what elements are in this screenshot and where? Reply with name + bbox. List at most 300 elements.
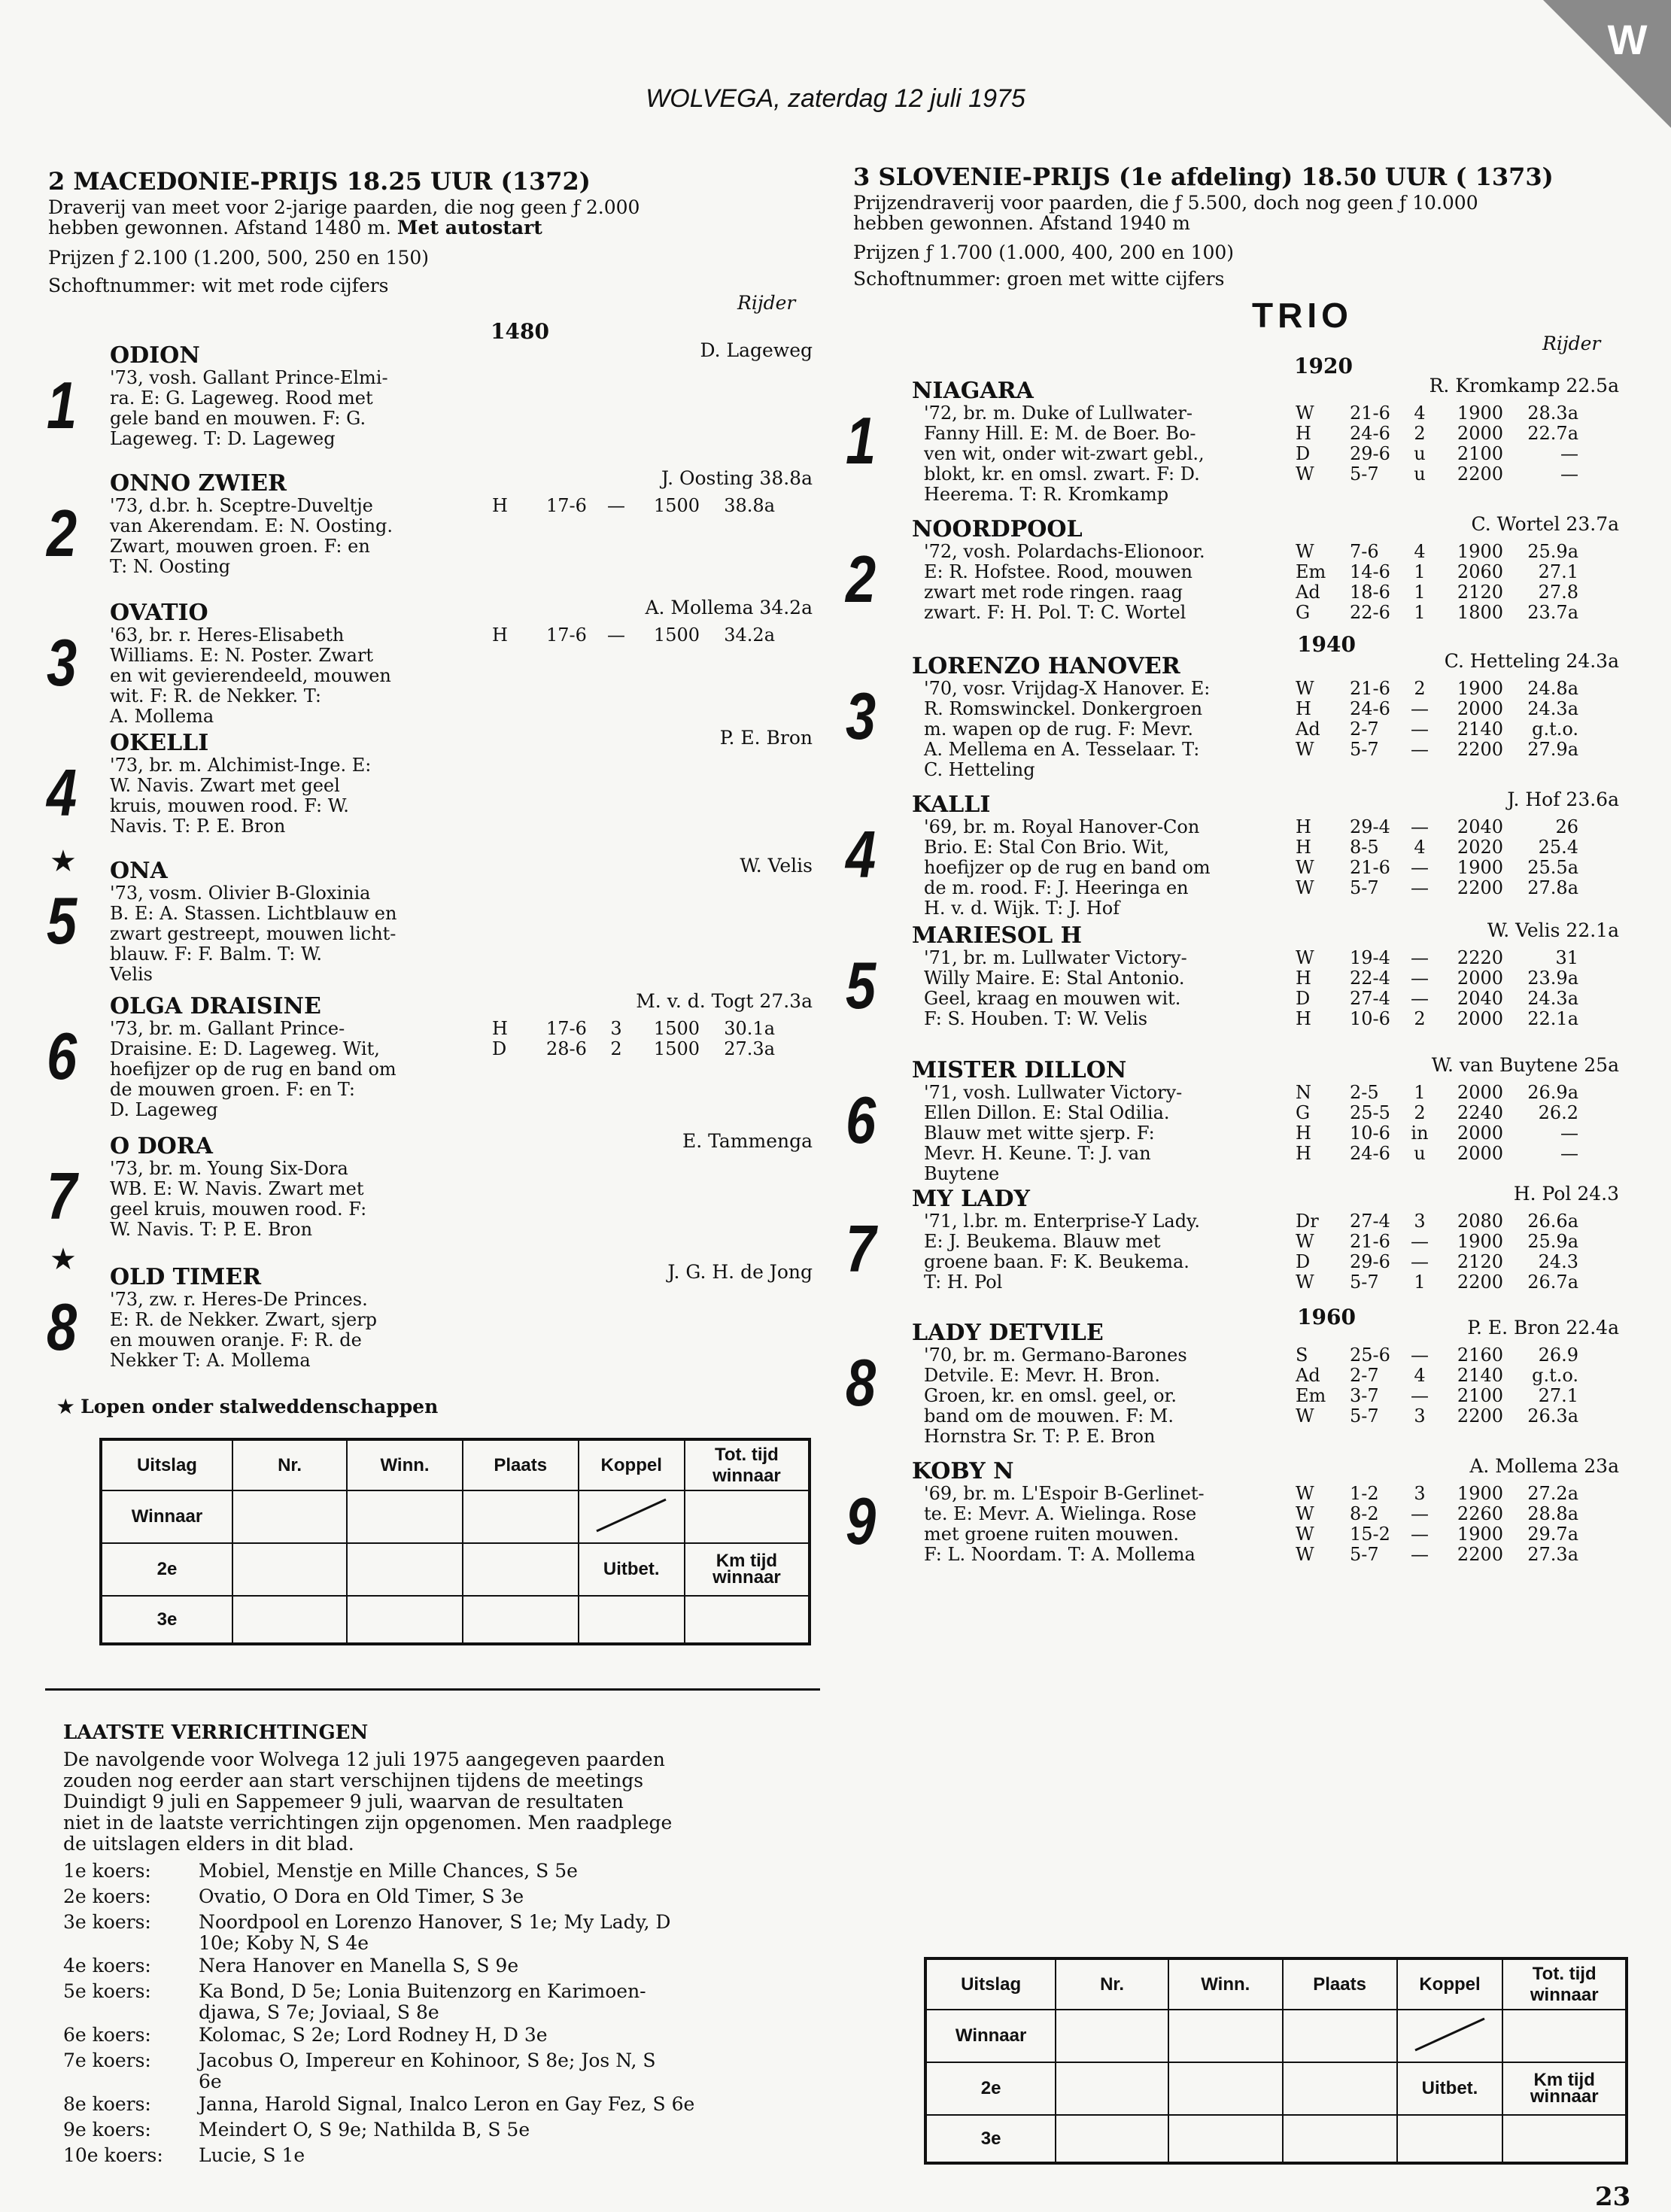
race3-description-line: Heerema. T: R. Kromkamp: [924, 484, 1169, 505]
form-track: H: [1296, 423, 1311, 444]
form-distance: 2200: [1457, 1544, 1503, 1565]
koers-text: [199, 2145, 891, 2166]
form-time: 25.9a: [1527, 541, 1578, 562]
form-track: Ad: [1296, 582, 1320, 603]
form-distance: 2040: [1457, 988, 1503, 1009]
race3-number: 5: [846, 948, 877, 1022]
race3-form-row: [1296, 948, 1578, 968]
race3-description-line: Geel, kraag en mouwen wit.: [924, 988, 1181, 1009]
form-time: 24.8a: [1527, 678, 1578, 699]
form-date: 3-7: [1350, 1385, 1379, 1406]
form-place: 4: [1414, 403, 1426, 424]
race2-description-line: Velis: [110, 964, 153, 985]
race2-footnote: ★ Lopen onder stalweddenschappen: [57, 1396, 439, 1417]
form-time: g.t.o.: [1532, 1365, 1578, 1386]
race3-horse-name: KOBY N: [912, 1458, 1014, 1484]
laatste-intro-line: De navolgende voor Wolvega 12 juli 1975 aangegeven paarden: [63, 1749, 665, 1770]
table-cell: [1502, 2115, 1627, 2163]
form-place: —: [1411, 1251, 1429, 1272]
table-cell: [1283, 2062, 1397, 2115]
form-time: —: [1560, 463, 1578, 485]
race3-rider: A. Mollema 23a: [1469, 1455, 1619, 1477]
race2-description-line: WB. E: W. Navis. Zwart met: [110, 1178, 364, 1199]
race3-description-line: Groen, kr. en omsl. geel, or.: [924, 1385, 1177, 1406]
race3-description-line: '71, l.br. m. Enterprise-Y Lady.: [924, 1211, 1201, 1232]
table-cell: [685, 1490, 810, 1543]
form-place: 1: [1414, 1082, 1426, 1103]
race2-rider: M. v. d. Togt 27.3a: [636, 990, 813, 1012]
race2-description-line: geel kruis, mouwen rood. F:: [110, 1199, 367, 1220]
koers-label: 5e koers:: [63, 1980, 151, 2002]
race2-description-line: Williams. E: N. Poster. Zwart: [110, 645, 374, 666]
form-date: 8-5: [1350, 837, 1379, 858]
list-item: [63, 2094, 846, 2115]
table-cell: [685, 1596, 810, 1644]
race3-description-line: zwart met rode ringen. raag: [924, 582, 1183, 603]
table-row: [925, 2010, 1627, 2062]
form-date: 17-6: [546, 624, 587, 646]
form-distance: 2200: [1457, 877, 1503, 898]
form-distance: 2060: [1457, 561, 1503, 582]
form-time: —: [1560, 443, 1578, 464]
koers-text-line: 10e; Koby N, S 4e: [199, 1932, 369, 1954]
form-date: 5-7: [1350, 877, 1379, 898]
race3-rider: J. Hof 23.6a: [1507, 788, 1619, 810]
table-cell: [579, 1596, 685, 1644]
form-place: —: [1411, 1385, 1429, 1406]
koppel-slash-cell: [579, 1490, 685, 1543]
race2-number: 6: [47, 1019, 77, 1093]
table-cell: [463, 1543, 579, 1596]
form-time: —: [1560, 1143, 1578, 1164]
race2-description-line: wit. F: R. de Nekker. T:: [110, 685, 321, 706]
race2-horse-name: O DORA: [110, 1133, 213, 1159]
koers-text-line: Lucie, S 1e: [199, 2144, 305, 2166]
form-distance: 1900: [1457, 541, 1503, 562]
form-date: 14-6: [1350, 561, 1390, 582]
form-place: 2: [1414, 678, 1426, 699]
form-place: —: [1411, 1503, 1429, 1524]
race3-form-row: [1296, 1386, 1578, 1406]
race3-description-line: band om de mouwen. F: M.: [924, 1405, 1174, 1427]
koers-text: [199, 2025, 891, 2046]
race2-horse-name: ONNO ZWIER: [110, 470, 287, 497]
list-item: [63, 2145, 846, 2166]
race3-description-line: te. E: Mevr. A. Wielinga. Rose: [924, 1503, 1197, 1524]
race3-number: 1: [846, 403, 877, 478]
koers-text-line: Kolomac, S 2e; Lord Rodney H, D 3e: [199, 2024, 548, 2046]
race3-description-line: E: J. Beukema. Blauw met: [924, 1231, 1161, 1252]
form-track: W: [1296, 739, 1314, 760]
table-cell: [1397, 2115, 1503, 2163]
koers-text-line: Jacobus O, Impereur en Kohinoor, S 8e; Jos N, S: [199, 2049, 656, 2071]
race2-horse-name: OKELLI: [110, 730, 209, 756]
form-track: H: [492, 1018, 508, 1039]
race3-form-row: [1296, 1504, 1578, 1524]
race3-rijder-header: Rijder: [1542, 333, 1601, 354]
form-track: H: [1296, 1143, 1311, 1164]
form-date: 25-5: [1350, 1102, 1390, 1123]
form-time: 34.2a: [724, 624, 775, 646]
corner-tab-shape: [1543, 0, 1671, 128]
form-date: 15-2: [1350, 1524, 1390, 1545]
race2-desc-2a: hebben gewonnen. Afstand 1480 m.: [48, 217, 397, 239]
form-time: 27.3a: [724, 1038, 775, 1059]
race3-title: 3 SLOVENIE-PRIJS (1e afdeling) 18.50 UUR ( 1373): [853, 163, 1554, 191]
form-time: 25.5a: [1527, 857, 1578, 878]
form-track: D: [492, 1038, 507, 1059]
form-time: 28.8a: [1527, 1503, 1578, 1524]
table-cell: [463, 1490, 579, 1543]
race3-description-line: Brio. E: Stal Con Brio. Wit,: [924, 837, 1170, 858]
form-track: W: [1296, 678, 1314, 699]
form-place: 1: [1414, 582, 1426, 603]
koers-text-line: djawa, S 7e; Joviaal, S 8e: [199, 2001, 439, 2023]
race2-description-line: en mouwen oranje. F: R. de: [110, 1329, 362, 1351]
form-place: —: [1411, 968, 1429, 989]
form-date: 21-6: [1350, 857, 1390, 878]
form-time: —: [1560, 1123, 1578, 1144]
form-date: 1-2: [1350, 1483, 1379, 1504]
race3-form-row: [1296, 1406, 1578, 1427]
race3-form-row: [1296, 603, 1578, 623]
race2-horse-name: ONA: [110, 858, 168, 884]
laatste-intro-line: de uitslagen elders in dit blad.: [63, 1833, 354, 1855]
form-place: —: [1411, 739, 1429, 760]
form-track: W: [1296, 947, 1314, 968]
form-date: 29-6: [1350, 443, 1390, 464]
form-time: 25.4: [1538, 837, 1578, 858]
race3-horse-name: NOORDPOOL: [912, 516, 1083, 542]
slash-mark: [586, 1493, 676, 1536]
race2-rider: J. G. H. de Jong: [667, 1261, 813, 1283]
form-time: 27.1: [1538, 561, 1578, 582]
table-cell: [1056, 2115, 1168, 2163]
list-item: [63, 1955, 846, 1977]
race3-description-line: Detvile. E: Mevr. H. Bron.: [924, 1365, 1160, 1386]
uitbet-cell: Uitbet.: [1397, 2062, 1503, 2115]
form-distance: 2200: [1457, 1272, 1503, 1293]
race3-description-line: hoefijzer op de rug en band om: [924, 857, 1211, 878]
race3-form-row: [1296, 1123, 1578, 1144]
race3-description-line: Ellen Dillon. E: Stal Odilia.: [924, 1102, 1170, 1123]
form-distance: 2020: [1457, 837, 1503, 858]
race3-form-row: [1296, 1144, 1578, 1164]
form-time: 24.3a: [1527, 698, 1578, 719]
race3-form-row: [1296, 1484, 1578, 1504]
form-time: 31: [1555, 947, 1578, 968]
form-date: 10-6: [1350, 1123, 1390, 1144]
form-date: 10-6: [1350, 1008, 1390, 1029]
form-date: 7-6: [1350, 541, 1379, 562]
table-header-cell: Plaats: [1283, 1958, 1397, 2010]
race3-number: 9: [846, 1484, 877, 1558]
form-place: —: [1411, 857, 1429, 878]
table-row-label: Winnaar: [925, 2010, 1056, 2062]
form-distance: 1500: [653, 624, 700, 646]
race2-description-line: hoefijzer op de rug en band om: [110, 1059, 396, 1080]
race2-star-icon: ★: [50, 844, 77, 879]
race3-number: 3: [846, 679, 877, 753]
form-place: —: [1411, 1231, 1429, 1252]
race3-form-row: [1296, 817, 1578, 837]
koers-text-line: Mobiel, Menstje en Mille Chances, S 5e: [199, 1860, 578, 1882]
race2-form-row: [492, 625, 775, 646]
form-place: —: [607, 624, 625, 646]
koers-text: [199, 2050, 891, 2092]
race2-description-line: B. E: A. Stassen. Lichtblauw en: [110, 903, 397, 924]
race3-form-row: [1296, 858, 1578, 878]
corner-tab: [1543, 0, 1671, 128]
table-row-label: 3e: [925, 2115, 1056, 2163]
table-header-cell: Winn.: [1168, 1958, 1283, 2010]
table-header-cell: Nr.: [1056, 1958, 1168, 2010]
form-date: 2-7: [1350, 719, 1379, 740]
table-row: [101, 1490, 810, 1543]
form-time: 28.3a: [1527, 403, 1578, 424]
form-date: 5-7: [1350, 739, 1379, 760]
form-track: W: [1296, 1503, 1314, 1524]
race3-rider: C. Wortel 23.7a: [1471, 513, 1619, 535]
race3-form-row: [1296, 989, 1578, 1009]
koers-text: [199, 1886, 891, 1907]
koers-label: 10e koers:: [63, 2144, 163, 2166]
form-distance: 1800: [1457, 602, 1503, 623]
form-track: G: [1296, 1102, 1311, 1123]
race3-description-line: '70, br. m. Germano-Barones: [924, 1345, 1187, 1366]
race3-form-row: [1296, 837, 1578, 858]
form-time: 24.3: [1538, 1251, 1578, 1272]
race3-number: 7: [846, 1211, 877, 1286]
race3-form-row: [1296, 1083, 1578, 1103]
form-date: 5-7: [1350, 1544, 1379, 1565]
slash-mark: [1405, 2013, 1495, 2055]
table-cell: [463, 1596, 579, 1644]
form-time: 30.1a: [724, 1018, 775, 1039]
race2-distance: 1480: [491, 319, 549, 344]
table-row: [925, 2115, 1627, 2163]
race3-description-line: Mevr. H. Keune. T: J. van: [924, 1143, 1151, 1164]
table-cell: [1283, 2010, 1397, 2062]
form-place: u: [1414, 443, 1426, 464]
table-header-cell: Nr.: [232, 1439, 347, 1490]
form-place: 2: [1414, 423, 1426, 444]
race3-form-row: [1296, 1232, 1578, 1252]
form-time: 27.9a: [1527, 739, 1578, 760]
race3-form-row: [1296, 424, 1578, 444]
form-track: Em: [1296, 561, 1326, 582]
table-row: [925, 2062, 1627, 2115]
race3-form-row: [1296, 1545, 1578, 1565]
table-cell: [232, 1490, 347, 1543]
koers-text-line: Nera Hanover en Manella S, S 9e: [199, 1955, 519, 1977]
form-track: H: [1296, 698, 1311, 719]
race2-description-line: zwart gestreept, mouwen licht-: [110, 923, 396, 944]
form-time: 27.2a: [1527, 1483, 1578, 1504]
race3-form-row: [1296, 1524, 1578, 1545]
form-distance: 1900: [1457, 678, 1503, 699]
laatste-intro-line: niet in de laatste verrichtingen zijn opgenomen. Men raadplege: [63, 1812, 673, 1834]
race3-description-line: ven wit, onder wit-zwart gebl.,: [924, 443, 1205, 464]
table-header-cell: Koppel: [579, 1439, 685, 1490]
race2-description-line: '73, br. m. Alchimist-Inge. E:: [110, 755, 372, 776]
table-header-cell: Winn.: [347, 1439, 463, 1490]
form-date: 5-7: [1350, 1272, 1379, 1293]
form-track: N: [1296, 1082, 1311, 1103]
race2-number: 2: [47, 496, 77, 570]
race2-description-line: D. Lageweg: [110, 1099, 218, 1120]
race3-description-line: C. Hetteling: [924, 759, 1035, 780]
race2-number: 7: [47, 1159, 77, 1233]
page-header: WOLVEGA, zaterdag 12 juli 1975: [646, 84, 1025, 113]
form-place: 2: [1414, 1008, 1426, 1029]
form-distance: 2120: [1457, 582, 1503, 603]
form-distance: 2140: [1457, 1365, 1503, 1386]
race2-horse-name: OLGA DRAISINE: [110, 993, 321, 1019]
race3-desc-1: Prijzendraverij voor paarden, die ƒ 5.500, doch nog geen ƒ 10.000: [853, 192, 1478, 214]
form-place: —: [1411, 1524, 1429, 1545]
result-table-race3: [924, 1957, 1628, 2165]
table-cell: [1168, 2115, 1283, 2163]
race3-form-row: [1296, 1366, 1578, 1386]
form-date: 2-5: [1350, 1082, 1379, 1103]
race3-form-row: [1296, 740, 1578, 760]
km-tijd-cell: Km tijd winnaar: [1502, 2062, 1627, 2115]
form-track: W: [1296, 1272, 1314, 1293]
race3-horse-name: MY LADY: [912, 1186, 1030, 1212]
form-track: H: [1296, 1008, 1311, 1029]
race3-form-row: [1296, 542, 1578, 562]
form-place: 4: [1414, 541, 1426, 562]
form-distance: 1900: [1457, 403, 1503, 424]
list-item: [63, 2119, 846, 2141]
form-distance: 2000: [1457, 968, 1503, 989]
form-place: 4: [1414, 1365, 1426, 1386]
form-date: 27-4: [1350, 988, 1390, 1009]
race3-description-line: '71, br. m. Lullwater Victory-: [924, 947, 1187, 968]
form-track: H: [1296, 816, 1311, 837]
race2-description-line: Nekker T: A. Mollema: [110, 1350, 311, 1371]
form-distance: 1900: [1457, 1483, 1503, 1504]
race3-number: 2: [846, 542, 877, 616]
race2-description-line: '73, br. m. Gallant Prince-: [110, 1018, 345, 1039]
result-table-race2: [99, 1438, 811, 1645]
form-time: 26: [1555, 816, 1578, 837]
form-place: 2: [610, 1038, 622, 1059]
race3-description-line: '69, br. m. L'Espoir B-Gerlinet-: [924, 1483, 1205, 1504]
form-place: 3: [1414, 1405, 1426, 1427]
race2-description-line: E: R. de Nekker. Zwart, sjerp: [110, 1309, 378, 1330]
form-track: H: [492, 624, 508, 646]
form-track: W: [1296, 877, 1314, 898]
laatste-title: LAATSTE VERRICHTINGEN: [63, 1721, 369, 1744]
form-place: 1: [1414, 602, 1426, 623]
list-item: [63, 1912, 846, 1954]
koers-text: [199, 1912, 891, 1954]
form-place: 1: [1414, 561, 1426, 582]
form-track: H: [1296, 1123, 1311, 1144]
race3-form-row: [1296, 562, 1578, 582]
form-track: W: [1296, 1483, 1314, 1504]
form-date: 29-6: [1350, 1251, 1390, 1272]
koers-text-line: Noordpool en Lorenzo Hanover, S 1e; My Lady, D: [199, 1911, 671, 1933]
race3-horse-name: KALLI: [912, 792, 991, 818]
section-divider: [45, 1688, 820, 1691]
race3-horse-name: LORENZO HANOVER: [912, 653, 1180, 679]
race2-desc-2: [48, 217, 542, 238]
form-date: 17-6: [546, 495, 587, 516]
uitbet-cell: Uitbet.: [579, 1543, 685, 1596]
form-track: W: [1296, 541, 1314, 562]
table-cell: [1168, 2062, 1283, 2115]
race3-form-row: [1296, 1211, 1578, 1232]
race2-star-icon: ★: [50, 1242, 77, 1277]
form-place: —: [1411, 877, 1429, 898]
form-date: 27-4: [1350, 1211, 1390, 1232]
form-place: —: [1411, 1345, 1429, 1366]
form-distance: 2000: [1457, 1143, 1503, 1164]
form-place: —: [1411, 698, 1429, 719]
form-place: in: [1411, 1123, 1429, 1144]
form-date: 22-6: [1350, 602, 1390, 623]
laatste-intro: [63, 1749, 672, 1855]
form-date: 2-7: [1350, 1365, 1379, 1386]
race3-form-row: [1296, 719, 1578, 740]
form-time: 25.9a: [1527, 1231, 1578, 1252]
race3-form-row: [1296, 1272, 1578, 1293]
form-place: —: [1411, 988, 1429, 1009]
race3-trio: TRIO: [1252, 296, 1353, 335]
race2-description-line: A. Mollema: [110, 706, 214, 727]
form-distance: 2240: [1457, 1102, 1503, 1123]
form-track: W: [1296, 1231, 1314, 1252]
form-place: 3: [610, 1018, 622, 1039]
race3-rider: W. Velis 22.1a: [1487, 919, 1619, 941]
race3-description-line: '71, vosh. Lullwater Victory-: [924, 1082, 1183, 1103]
race2-number: 1: [47, 368, 77, 442]
race3-description-line: A. Mellema en A. Tesselaar. T:: [924, 739, 1200, 760]
form-time: g.t.o.: [1532, 719, 1578, 740]
form-place: 4: [1414, 837, 1426, 858]
table-cell: [1283, 2115, 1397, 2163]
race3-description-line: Hornstra Sr. T: P. E. Bron: [924, 1426, 1156, 1447]
koers-text: [199, 1981, 891, 2023]
race2-description-line: '63, br. r. Heres-Elisabeth: [110, 624, 345, 646]
table-row-label: 2e: [101, 1543, 232, 1596]
race3-description-line: F: S. Houben. T: W. Velis: [924, 1008, 1148, 1029]
race3-form-row: [1296, 1009, 1578, 1029]
form-time: 26.3a: [1527, 1405, 1578, 1427]
race3-description-line: F: L. Noordam. T: A. Mollema: [924, 1544, 1196, 1565]
race2-number: 5: [47, 883, 77, 958]
table-cell: [1056, 2062, 1168, 2115]
table-cell: [1168, 2010, 1283, 2062]
form-distance: 2160: [1457, 1345, 1503, 1366]
race2-form-row: [492, 1019, 775, 1039]
form-distance: 2000: [1457, 1082, 1503, 1103]
form-date: 28-6: [546, 1038, 587, 1059]
race3-horse-name: MARIESOL H: [912, 922, 1082, 949]
race2-shoft: Schoftnummer: wit met rode cijfers: [48, 275, 389, 296]
race3-description-line: de m. rood. F: J. Heeringa en: [924, 877, 1189, 898]
race2-horse-name: OLD TIMER: [110, 1264, 262, 1290]
race3-description-line: groene baan. F: K. Beukema.: [924, 1251, 1189, 1272]
form-place: —: [1411, 816, 1429, 837]
koers-text: [199, 1861, 891, 1882]
form-time: 22.7a: [1527, 423, 1578, 444]
race3-prizes: Prijzen ƒ 1.700 (1.000, 400, 200 en 100): [853, 242, 1235, 263]
race2-description-line: ra. E: G. Lageweg. Rood met: [110, 387, 373, 409]
